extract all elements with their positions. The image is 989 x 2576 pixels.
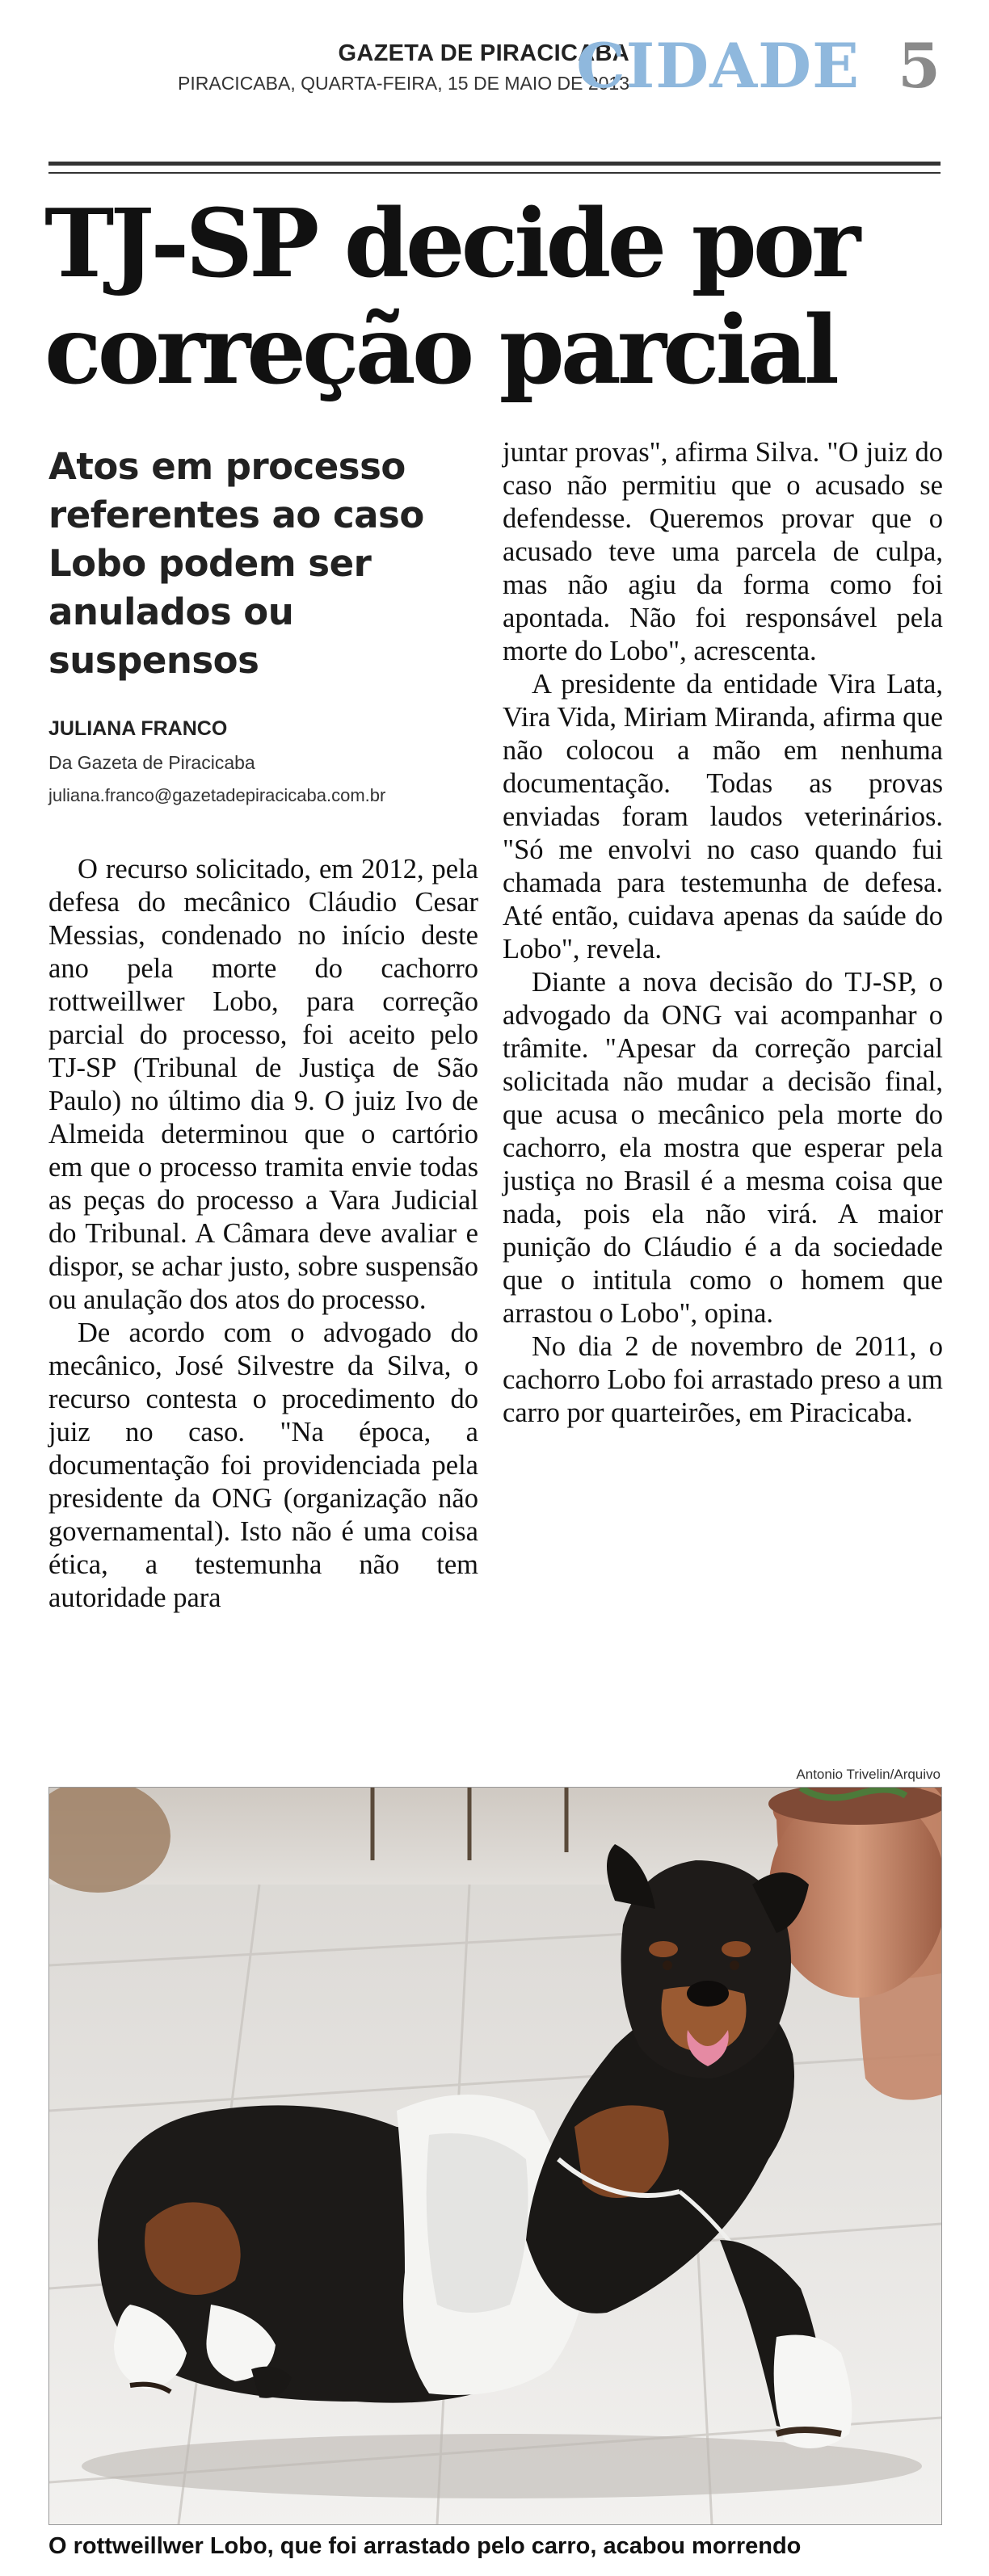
headline-line-2: correção parcial xyxy=(44,296,835,406)
author-byline: JULIANA FRANCO xyxy=(48,717,228,740)
article-body-left xyxy=(48,853,478,1615)
article-paragraph: juntar provas", afirma Silva. "O juiz do caso não permitiu que o acusado se defendesse. Queremos provar que o acusado teve uma parcela de culpa, mas não agiu da forma como foi apontada. Não foi responsável pela morte do Lobo", acrescenta. xyxy=(503,437,943,666)
header-rule-thick xyxy=(48,162,941,166)
page-number: 5 xyxy=(898,30,941,102)
photo-credit: Antonio Trivelin/Arquivo xyxy=(796,1767,941,1782)
headline-line-1: TJ-SP decide por xyxy=(44,189,857,299)
photo-caption: O rottweillwer Lobo, que foi arrastado pelo carro, acabou morrendo xyxy=(48,2533,802,2559)
newspaper-name: GAZETA DE PIRACICABA xyxy=(338,40,629,66)
date-line: PIRACICABA, QUARTA-FEIRA, 15 DE MAIO DE 2013 xyxy=(178,73,629,94)
section-name: CIDADE xyxy=(576,30,860,102)
subheadline: Atos em processo referentes ao caso Lobo podem ser anulados ou suspensos xyxy=(48,445,424,682)
article-column-left xyxy=(48,443,478,1615)
masthead xyxy=(48,30,941,108)
article-column-right xyxy=(503,436,943,1430)
headline xyxy=(44,191,949,404)
article-paragraph: O recurso solicitado, em 2012, pela defesa do mecânico Cláudio Cesar Messias, condenado no início deste ano pela morte do cachorro rottweillwer Lobo, para correção parcial do processo, foi aceito pelo TJ-SP (Tribunal de Justiça de São Paulo) no último dia 9. O juiz Ivo de Almeida determinou que o cartório em que o processo tramita envie todas as peças do processo a Vara Judicial do Tribunal. A Câmara deve avaliar e dispor, se achar justo, sobre suspensão ou anulação dos atos do processo. xyxy=(48,854,478,1315)
author-affiliation: Da Gazeta de Piracicaba xyxy=(48,752,255,773)
article-paragraph: No dia 2 de novembro de 2011, o cachorro Lobo foi arrastado preso a um carro por quarteirões, em Piracicaba. xyxy=(503,1331,943,1428)
header-rule-thin xyxy=(48,172,941,174)
article-body-right xyxy=(503,436,943,1430)
article-photo xyxy=(48,1787,942,2525)
dog-photo-illustration xyxy=(49,1788,941,2524)
author-email: juliana.franco@gazetadepiracicaba.com.br xyxy=(48,785,386,805)
article-paragraph: A presidente da entidade Vira Lata, Vira Vida, Miriam Miranda, afirma que não colocou a mão em nenhuma documentação. Todas as provas enviadas foram laudos veterinários. "Só me envolvi no caso quando fui chamada para testemunha de defesa. Até então, cuidava apenas da saúde do Lobo", revela. xyxy=(503,669,943,964)
article-paragraph: De acordo com o advogado do mecânico, José Silvestre da Silva, o recurso contesta o procedimento do juiz no caso. "Na época, a documentação foi providenciada pela presidente da ONG (organização não governamental). Isto não é uma coisa ética, a testemunha não tem autoridade para xyxy=(48,1317,478,1613)
article-paragraph: Diante a nova decisão do TJ-SP, o advogado da ONG vai acompanhar o trâmite. "Apesar da correção parcial solicitada não mudar a decisão final, que acusa o mecânico pela morte do cachorro, ela mostra que esperar pela justiça no Brasil é a mesma coisa que nada, pois ela não virá. A maior punição do Cláudio é a da sociedade que o intitula como o homem que arrastou o Lobo", opina. xyxy=(503,967,943,1329)
